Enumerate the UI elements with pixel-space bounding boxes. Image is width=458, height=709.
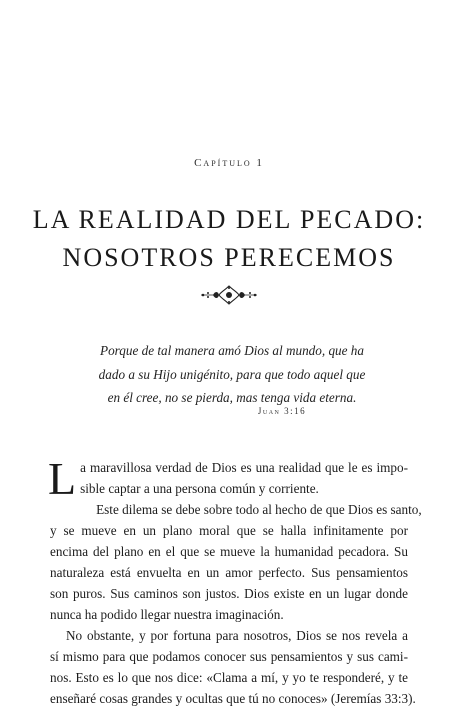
body-text bbox=[48, 453, 422, 709]
epigraph-quote bbox=[80, 339, 384, 410]
paragraph-line: a maravillosa verdad de Dios es una realidad que le es impo- bbox=[80, 460, 408, 475]
paragraph-line: sible captar a una persona común y corriente. bbox=[80, 481, 319, 496]
chapter-title-line-1: LA REALIDAD DEL PECADO: bbox=[32, 205, 426, 234]
chapter-label: Capítulo 1 bbox=[194, 157, 264, 169]
epigraph-reference: Juan 3:16 bbox=[257, 406, 307, 416]
chapter-title bbox=[0, 201, 458, 277]
paragraph-line: naturaleza está envuelta en un amor perfecto. Sus pensamientos bbox=[50, 565, 408, 580]
paragraph-line: y se mueve en un plano moral que se halla infinitamente por bbox=[50, 523, 408, 538]
epigraph-line: en él cree, no se pierda, mas tenga vida eterna. bbox=[107, 390, 357, 405]
epigraph-line: Porque de tal manera amó Dios al mundo, que ha bbox=[100, 343, 364, 358]
paragraph bbox=[48, 453, 408, 504]
paragraph-line: nos. Esto es lo que nos dice: «Clama a mí, y yo te responderé, y te bbox=[50, 670, 408, 685]
fleuron-ornament-icon bbox=[199, 284, 259, 306]
paragraph bbox=[50, 499, 422, 625]
paragraph-line: enseñaré cosas grandes y ocultas que tú no conoces» (Jeremías 33:3). bbox=[50, 691, 416, 706]
paragraph-line: Este dilema se debe sobre todo al hecho de que Dios es santo, bbox=[96, 502, 422, 517]
epigraph-line: dado a su Hijo unigénito, para que todo aquel que bbox=[98, 366, 366, 382]
paragraph-line: sí mismo para que podamos conocer sus pensamientos y sus cami- bbox=[50, 649, 408, 664]
chapter-title-line-2: NOSOTROS PERECEMOS bbox=[62, 243, 396, 272]
paragraph-line: encima del plano en el que se mueve la humanidad pecadora. Su bbox=[50, 544, 408, 559]
paragraph-line: nunca ha podido llegar nuestra imaginación. bbox=[50, 607, 284, 622]
paragraph-line: son puros. Sus caminos son justos. Dios existe en un lugar donde bbox=[50, 586, 408, 601]
paragraph bbox=[50, 625, 416, 709]
paragraph-line: No obstante, y por fortuna para nosotros, Dios se nos revela a bbox=[66, 628, 408, 643]
drop-cap: L bbox=[48, 453, 77, 504]
